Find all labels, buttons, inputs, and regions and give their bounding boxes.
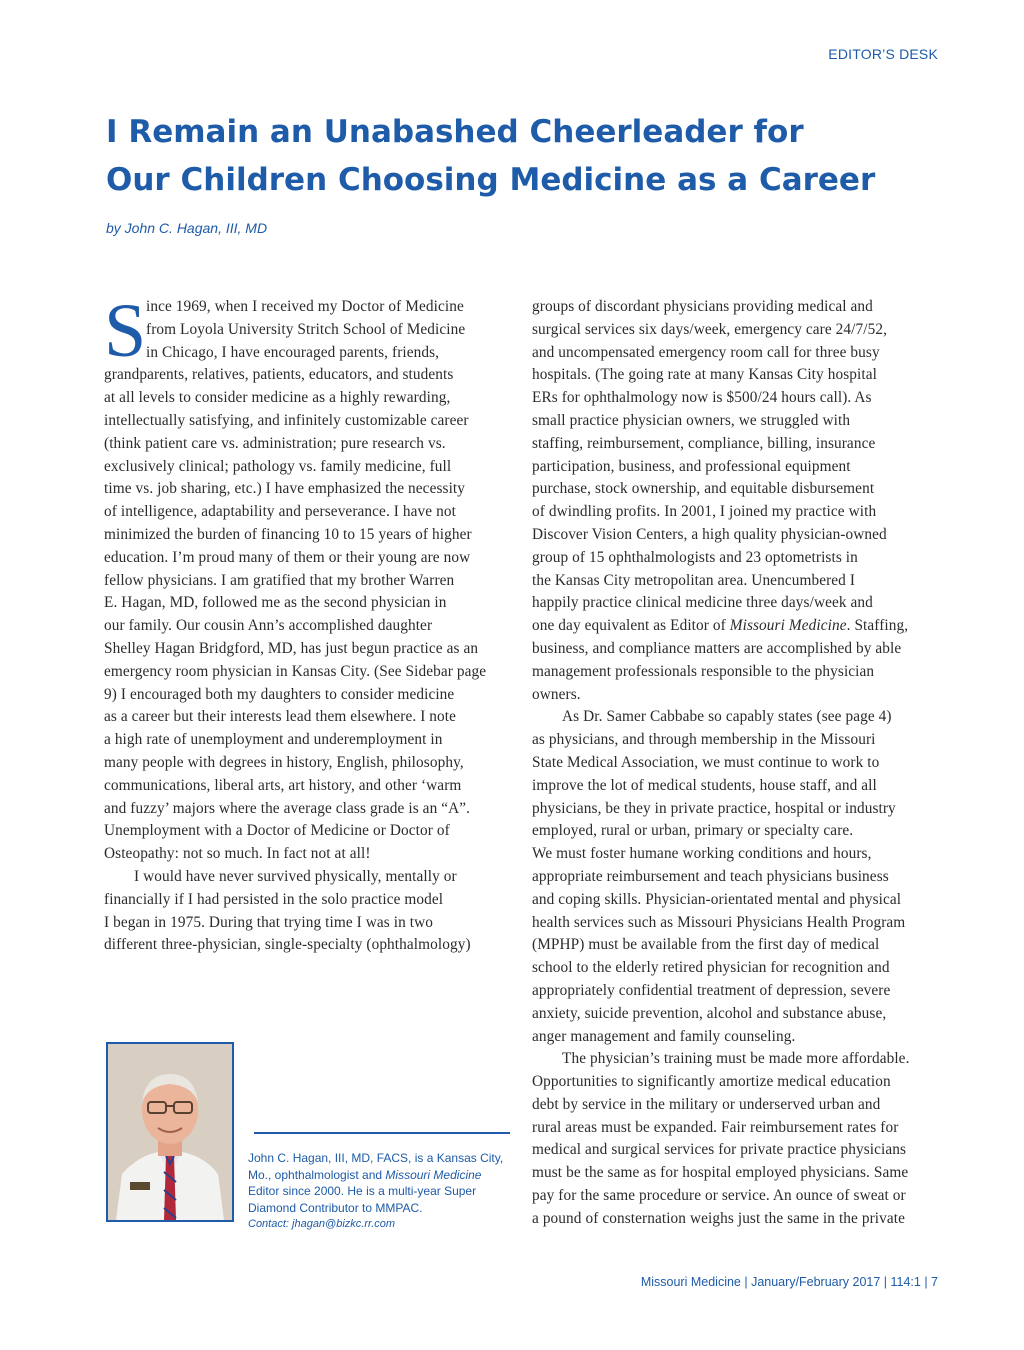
text-line: The physician’s training must be made more affordable. (562, 1050, 910, 1068)
text-line: financially if I had persisted in the solo practice model (104, 890, 444, 908)
page-footer: Missouri Medicine | January/February 2017 | 114:1 | 7 (640, 1275, 938, 1289)
text-line: in Chicago, I have encouraged parents, friends, (146, 343, 440, 361)
author-photo (106, 1042, 234, 1222)
text-line: happily practice clinical medicine three days/week and (532, 594, 873, 612)
text-line: E. Hagan, MD, followed me as the second physician in (104, 594, 447, 612)
text-line: 9) I encouraged both my daughters to consider medicine (104, 685, 455, 703)
text-line: as a career but their interests lead them elsewhere. I note (104, 708, 457, 726)
text-line: improve the lot of medical students, house staff, and all (532, 776, 877, 794)
photo-caption (248, 1150, 518, 1233)
caption-divider (254, 1132, 510, 1134)
text-line: (think patient care vs. administration; pure research vs. (104, 434, 446, 452)
text-line: pay for the same procedure or service. An ounce of sweat or (532, 1187, 906, 1205)
text-line: one day equivalent as Editor of Missouri Medicine. Staffing, (532, 617, 909, 635)
text-line: must be the same as for hospital employed physicians. Same (532, 1164, 909, 1182)
text-line: groups of discordant physicians providing medical and (532, 298, 873, 315)
text-line: many people with degrees in history, English, philosophy, (104, 753, 464, 771)
text-line: State Medical Association, we must continue to work to (532, 753, 880, 771)
text-line: purchase, stock ownership, and equitable disbursement (532, 480, 875, 498)
text-line: anxiety, suicide prevention, alcohol and substance abuse, (532, 1004, 887, 1022)
text-line: Osteopathy: not so much. In fact not at all! (104, 845, 371, 863)
text-line: fellow physicians. I am gratified that my brother Warren (104, 571, 455, 589)
article-title (106, 108, 966, 204)
text-line: from Loyola University Stritch School of Medicine (146, 320, 466, 338)
text-line: and uncompensated emergency room call for three busy (532, 343, 880, 361)
caption-journal-name: Missouri Medicine (385, 1167, 482, 1182)
text-line: our family. Our cousin Ann’s accomplished daughter (104, 617, 433, 635)
author-portrait-image (108, 1044, 232, 1220)
text-line: ERs for ophthalmology now is $500/24 hours call). As (532, 389, 872, 407)
text-line: Unemployment with a Doctor of Medicine or Doctor of (104, 822, 450, 840)
text-line: participation, business, and professional equipment (532, 457, 851, 475)
text-line: surgical services six days/week, emergency care 24/7/52, (532, 320, 888, 338)
text-line: Shelley Hagan Bridgford, MD, has just begun practice as an (104, 639, 479, 657)
text-line: We must foster humane working conditions and hours, (532, 845, 872, 863)
text-line: physicians, be they in private practice, hospital or industry (532, 799, 896, 817)
text-line: As Dr. Samer Cabbabe so capably states (see page 4) (562, 708, 892, 726)
text-line: rural areas must be expanded. Fair reimbursement rates for (532, 1118, 899, 1136)
text-line: emergency room physician in Kansas City. (See Sidebar page (104, 662, 487, 680)
text-line: appropriate reimbursement and teach physicians business (532, 867, 889, 885)
text-line: debt by service in the military or underserved urban and (532, 1095, 881, 1113)
caption-line: John C. Hagan, III, MD, FACS, is a Kansas City, (248, 1151, 504, 1165)
text-line: management professionals responsible to the physician (532, 662, 875, 680)
text-line: as physicians, and through membership in the Missouri (532, 731, 876, 749)
text-line: Discover Vision Centers, a high quality physician-owned (532, 525, 887, 543)
text-line: school to the elderly retired physician for recognition and (532, 959, 890, 977)
text-line: business, and compliance matters are accomplished by able (532, 639, 902, 657)
text-line: I would have never survived physically, mentally or (134, 867, 457, 885)
text-line: ince 1969, when I received my Doctor of Medicine (146, 298, 464, 315)
right-column (532, 296, 942, 1231)
text-line: exclusively clinical; pathology vs. family medicine, full (104, 457, 452, 475)
drop-cap: S (104, 289, 147, 373)
text-line: group of 15 ophthalmologists and 23 optometrists in (532, 548, 858, 566)
text-line: a high rate of unemployment and underemployment in (104, 731, 443, 749)
text-line: communications, liberal arts, art history, and other ‘warm (104, 776, 462, 794)
text-line: a pound of consternation weighs just the same in the private (532, 1209, 906, 1227)
text-line: small practice physician owners, we struggled with (532, 411, 851, 429)
text-line: staffing, reimbursement, compliance, billing, insurance (532, 434, 876, 452)
text-line: Opportunities to significantly amortize medical education (532, 1073, 891, 1091)
text-line: different three-physician, single-specialty (ophthalmology) (104, 936, 471, 954)
text-line: owners. (532, 685, 581, 703)
text-line: at all levels to consider medicine as a highly rewarding, (104, 389, 451, 407)
caption-line (248, 1167, 518, 1184)
text-line: hospitals. (The going rate at many Kansas City hospital (532, 366, 877, 384)
text-line: time vs. job sharing, etc.) I have emphasized the necessity (104, 480, 466, 498)
text-line: appropriately confidential treatment of depression, severe (532, 981, 891, 999)
text-line: (MPHP) must be available from the first day of medical (532, 936, 880, 954)
text-line: education. I’m proud many of them or their young are now (104, 548, 471, 566)
text-line: intellectually satisfying, and infinitely customizable career (104, 411, 469, 429)
text-line: anger management and family counseling. (532, 1027, 796, 1045)
article-title-line: I Remain an Unabashed Cheerleader for (106, 114, 804, 150)
caption-contact: Contact: jhagan@bizkc.rr.com (248, 1218, 396, 1230)
text-line: I began in 1975. During that trying time I was in two (104, 913, 434, 931)
caption-line: Editor since 2000. He is a multi-year Super (248, 1184, 477, 1198)
journal-name: Missouri Medicine (729, 617, 847, 635)
text-line: grandparents, relatives, patients, educators, and students (104, 366, 454, 384)
text-line: employed, rural or urban, primary or specialty care. (532, 822, 854, 840)
text-line: of dwindling profits. In 2001, I joined my practice with (532, 503, 877, 521)
text-line: of intelligence, adaptability and perseverance. I have not (104, 503, 456, 521)
caption-line: Diamond Contributor to MMPAC. (248, 1200, 423, 1215)
text-line: medical and surgical services for private practice physicians (532, 1141, 907, 1159)
article-title-line: Our Children Choosing Medicine as a Career (106, 162, 876, 198)
text-line: and fuzzy’ majors where the average class grade is an “A”. (104, 799, 471, 817)
byline: by John C. Hagan, III, MD (106, 220, 268, 236)
text-line: health services such as Missouri Physicians Health Program (532, 913, 906, 931)
section-label: EDITOR’S DESK (828, 46, 938, 62)
caption-text: Mo., ophthalmologist and (248, 1167, 386, 1182)
left-column (104, 289, 514, 957)
text-line: the Kansas City metropolitan area. Unencumbered I (532, 571, 856, 589)
text-line: minimized the burden of financing 10 to 15 years of higher (104, 525, 472, 543)
text-line: and coping skills. Physician-orientated mental and physical (532, 890, 902, 908)
